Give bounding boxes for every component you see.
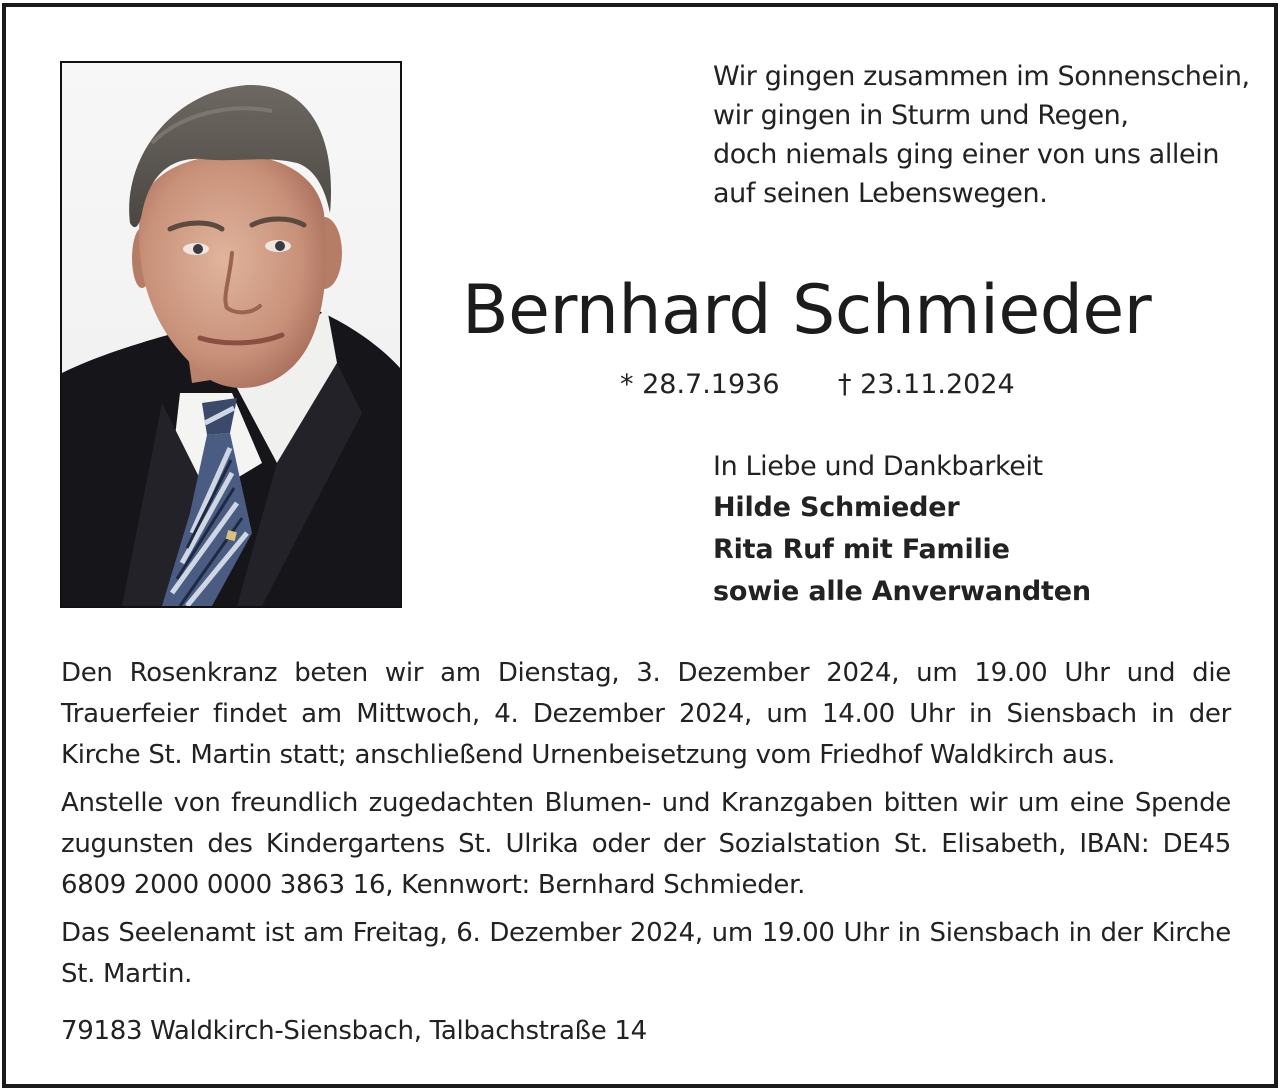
mourner-name: Hilde Schmieder (713, 492, 960, 523)
mourners-intro: In Liebe und Dankbarkeit (713, 451, 1043, 482)
mourners-block (713, 447, 1091, 613)
poem-line: doch niemals ging einer von uns allein (713, 139, 1220, 170)
rosary-funeral-paragraph: Den Rosenkranz beten wir am Dienstag, 3. Dezember 2024, um 19.00 Uhr und die Trauerfeier findet am Mittwoch, 4. Dezember 2024, um 14.00 Uhr in Siensbach in der Kirche St. Martin statt; anschließend Urnenbeisetzung vom Friedhof Waldkirch aus. (61, 658, 1231, 770)
donation-paragraph: Anstelle von freundlich zugedachten Blumen- und Kranzgaben bitten wir um eine Spende zugunsten des Kindergartens St. Ulrika oder der Sozialstation St. Elisabeth, IBAN: DE45 6809 2000 0000 3863 16, Kennwort: Bernhard Schmieder. (61, 788, 1231, 900)
notice-frame (2, 3, 1278, 1088)
poem-line: auf seinen Lebenswegen. (713, 178, 1048, 209)
poem-line: Wir gingen zusammen im Sonnenschein, (713, 61, 1250, 92)
portrait-illustration (62, 63, 400, 606)
death-date: † 23.11.2024 (838, 369, 1015, 400)
poem-line: wir gingen in Sturm und Regen, (713, 100, 1129, 131)
birth-date: * 28.7.1936 (620, 369, 780, 400)
portrait-photo (60, 61, 402, 608)
requiem-paragraph: Das Seelenamt ist am Freitag, 6. Dezember 2024, um 19.00 Uhr in Siensbach in der Kirche St. Martin. (61, 918, 1231, 989)
deceased-name: Bernhard Schmieder (462, 271, 1152, 350)
address: 79183 Waldkirch-Siensbach, Talbachstraße 14 (61, 1016, 647, 1046)
mourner-name: Rita Ruf mit Familie (713, 534, 1010, 565)
mourner-name: sowie alle Anverwandten (713, 576, 1091, 607)
memorial-poem (713, 57, 1250, 213)
